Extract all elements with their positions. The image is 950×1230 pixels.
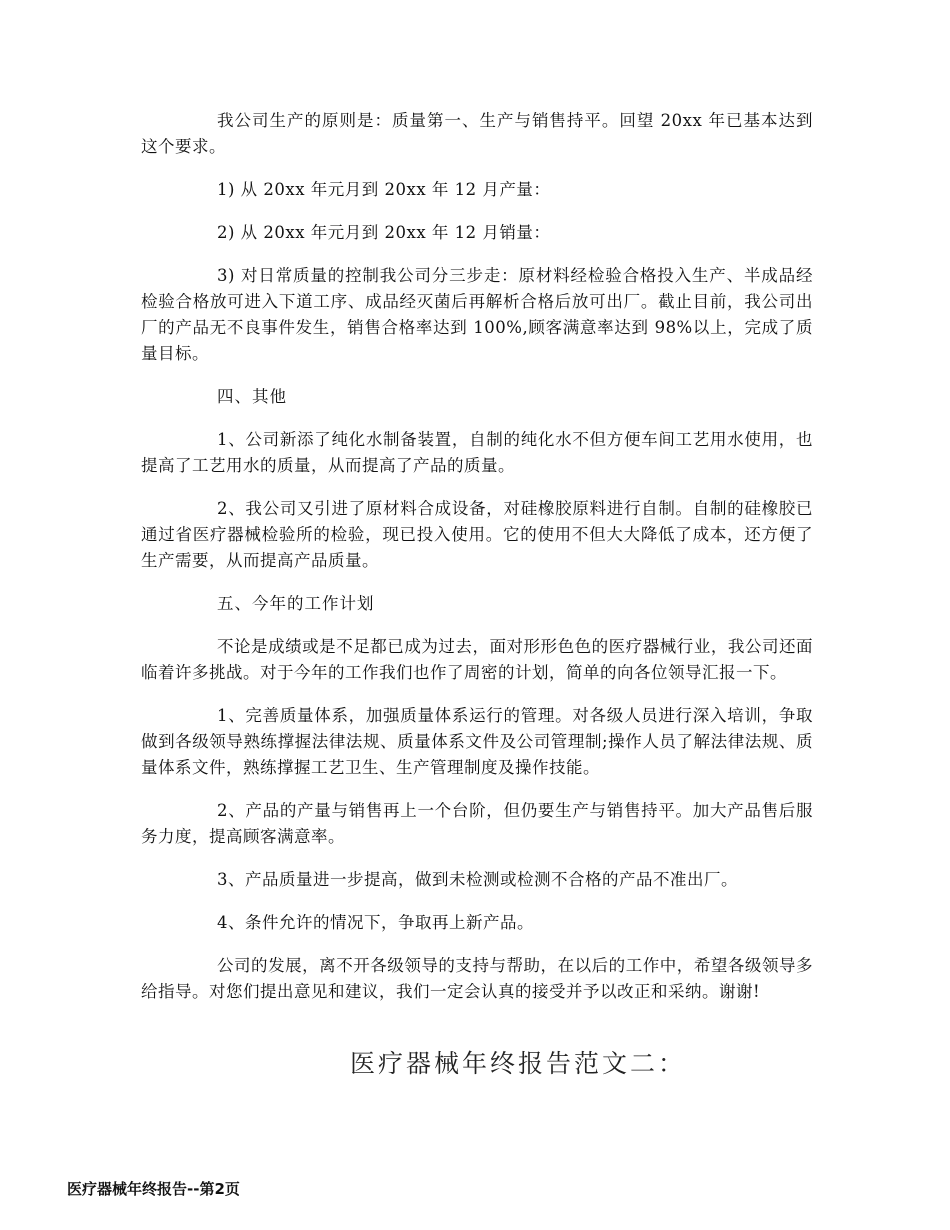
paragraph-plan-item-1: 1、完善质量体系，加强质量体系运行的管理。对各级人员进行深入培训，争取做到各级领导熟练撑握法律法规、质量体系文件及公司管理制;操作人员了解法律法规、质量体系文件，熟练撑握工艺卫生、生产管理制度及操作技能。: [141, 706, 813, 777]
paragraph-closing: 公司的发展，离不开各级领导的支持与帮助，在以后的工作中，希望各级领导多给指导。对您们提出意见和建议，我们一定会认真的接受并予以改正和采纳。谢谢!: [141, 956, 813, 1001]
paragraph-plan-item-3: 3、产品质量进一步提高，做到未检测或检测不合格的产品不准出厂。: [217, 870, 738, 889]
paragraph-production-principle: 我公司生产的原则是：质量第一、生产与销售持平。回望 20xx 年已基本达到这个要求。: [141, 111, 813, 156]
paragraph-output-heading: 1) 从 20xx 年元月到 20xx 年 12 月产量：: [217, 180, 551, 199]
document-body: [141, 108, 813, 1022]
section-title: 医疗器械年终报告范文二：: [349, 1049, 686, 1078]
paragraph-purified-water: 1、公司新添了纯化水制备装置，自制的纯化水不但方便车间工艺用水使用，也提高了工艺用水的质量，从而提高了产品的质量。: [141, 430, 813, 475]
paragraph-quality-control: 3) 对日常质量的控制我公司分三步走：原材料经检验合格投入生产、半成品经检验合格放可进入下道工序、成品经灭菌后再解析合格后放可出厂。截止目前，我公司出厂的产品无不良事件发生，销售合格率达到 100%,顾客满意率达到 98%以上，完成了质量目标。: [141, 266, 813, 363]
page-footer: 医疗器械年终报告--第2页: [67, 1180, 240, 1198]
paragraph-plan-item-4: 4、条件允许的情况下，争取再上新产品。: [217, 913, 534, 932]
heading-other: 四、其他: [217, 387, 287, 406]
paragraph-silicone-equipment: 2、我公司又引进了原材料合成设备，对硅橡胶原料进行自制。自制的硅橡胶已通过省医疗器械检验所的检验，现已投入使用。它的使用不但大大降低了成本，还方便了生产需要，从而提高产品质量。: [141, 499, 813, 570]
paragraph-plan-intro: 不论是成绩或是不足都已成为过去，面对形形色色的医疗器械行业，我公司还面临着许多挑战。对于今年的工作我们也作了周密的计划，简单的向各位领导汇报一下。: [141, 637, 813, 682]
paragraph-plan-item-2: 2、产品的产量与销售再上一个台阶，但仍要生产与销售持平。加大产品售后服务力度，提高顾客满意率。: [141, 801, 813, 846]
heading-work-plan: 五、今年的工作计划: [217, 594, 375, 613]
paragraph-sales-heading: 2) 从 20xx 年元月到 20xx 年 12 月销量：: [217, 223, 551, 242]
